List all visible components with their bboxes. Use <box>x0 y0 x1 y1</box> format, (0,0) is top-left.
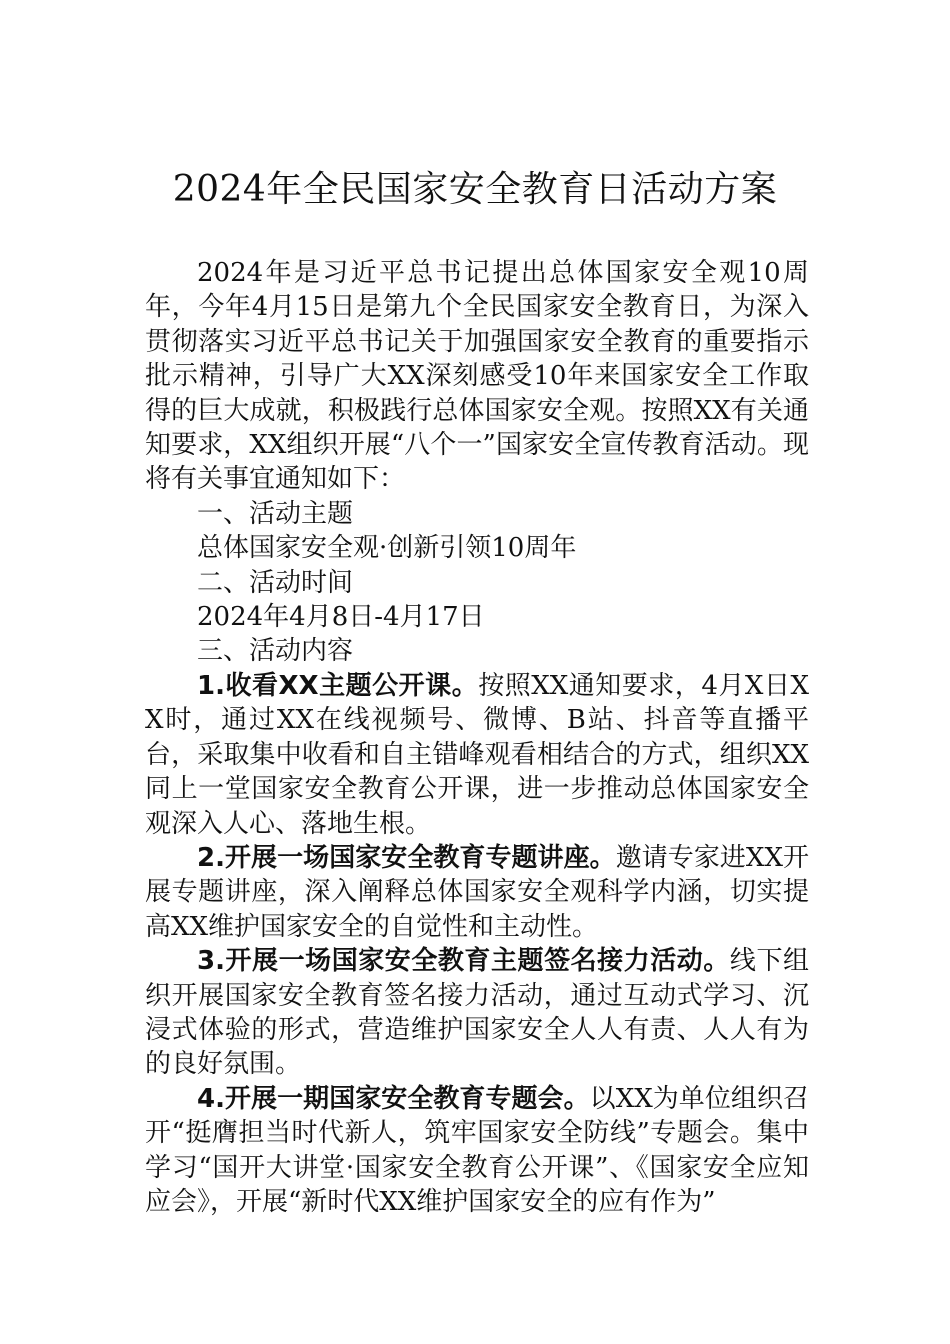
intro-paragraph: 2024年是习近平总书记提出总体国家安全观10周年，今年4月15日是第九个全民国家安全教育日，为深入贯彻落实习近平总书记关于加强国家安全教育的重要指示批示精神，引导广大XX深刻感受10年来国家安全工作取得的巨大成就，积极践行总体国家安全观。按照XX有关通知要求，XX组织开展“八个一”国家安全宣传教育活动。现将有关事宜通知如下： <box>145 258 809 495</box>
section-heading-theme: 一、活动主题 <box>197 498 354 529</box>
section-heading-time: 二、活动时间 <box>197 567 354 598</box>
content-item-text: 以XX为单位组织召开“挺膺担当时代新人，筑牢国家安全防线”专题会。集中学习“国开大讲堂·国家安全教育公开课”、《国家安全应知应会》，开展“新时代XX维护国家安全的应有作为” <box>145 1083 809 1217</box>
content-item <box>145 944 809 1082</box>
document-body <box>145 256 809 1219</box>
content-item-lead: 3.开展一场国家安全教育主题签名接力活动。 <box>197 946 730 977</box>
content-item-lead: 4.开展一期国家安全教育专题会。 <box>197 1083 590 1114</box>
content-item-text: 按照XX通知要求，4月X日XX时，通过XX在线视频号、微博、B站、抖音等直播平台，采取集中收看和自主错峰观看相结合的方式，组织XX同上一堂国家安全教育公开课，进一步推动总体国家安全观深入人心、落地生根。 <box>145 670 809 839</box>
content-item <box>145 669 809 841</box>
section-content-time: 2024年4月8日-4月17日 <box>197 602 485 633</box>
section-heading-content: 三、活动内容 <box>197 636 354 667</box>
content-item <box>145 841 809 944</box>
content-item-lead: 1.收看XX主题公开课。 <box>197 670 479 701</box>
content-item-lead: 2.开展一场国家安全教育专题讲座。 <box>197 842 616 873</box>
content-item-text: 线下组织开展国家安全教育签名接力活动，通过互动式学习、沉浸式体验的形式，营造维护国家安全人人有责、人人有为的良好氛围。 <box>145 946 809 1080</box>
section-content-theme: 总体国家安全观·创新引领10周年 <box>197 533 577 564</box>
content-item <box>145 1082 809 1220</box>
document-title: 2024年全民国家安全教育日活动方案 <box>172 169 778 210</box>
content-item-text: 邀请专家进XX开展专题讲座，深入阐释总体国家安全观科学内涵，切实提高XX维护国家安全的自觉性和主动性。 <box>145 842 809 942</box>
